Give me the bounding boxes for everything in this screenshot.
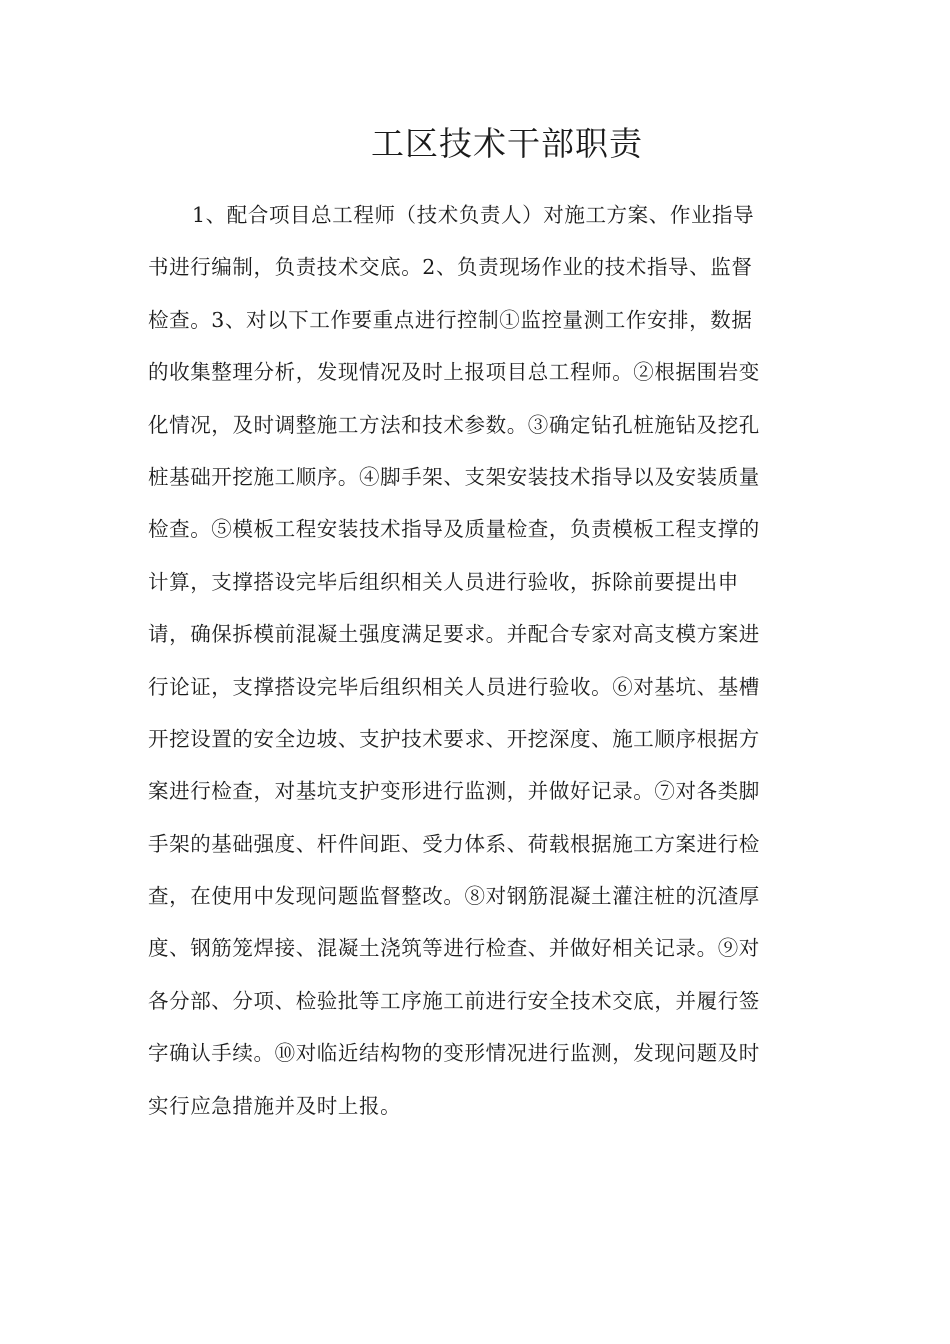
document-body bbox=[148, 189, 808, 1132]
body-line: 字确认手续。⑩对临近结构物的变形情况进行监测，发现问题及时 bbox=[148, 1041, 760, 1066]
body-line: 行论证，支撑搭设完毕后组织相关人员进行验收。⑥对基坑、基槽 bbox=[148, 674, 760, 699]
document-title: 工区技术干部职责 bbox=[371, 124, 643, 163]
body-line: 1、配合项目总工程师（技术负责人）对施工方案、作业指导 bbox=[192, 203, 755, 227]
body-line: 查，在使用中发现问题监督整改。⑧对钢筋混凝土灌注桩的沉渣厚 bbox=[148, 884, 760, 909]
body-line: 桩基础开挖施工顺序。④脚手架、支架安装技术指导以及安装质量 bbox=[148, 464, 760, 489]
body-line: 实行应急措施并及时上报。 bbox=[148, 1093, 402, 1118]
body-line: 的收集整理分析，发现情况及时上报项目总工程师。②根据围岩变 bbox=[148, 360, 760, 385]
body-line: 检查。⑤模板工程安装技术指导及质量检查，负责模板工程支撑的 bbox=[148, 517, 760, 542]
body-line: 案进行检查，对基坑支护变形进行监测，并做好记录。⑦对各类脚 bbox=[148, 779, 760, 804]
body-line: 各分部、分项、检验批等工序施工前进行安全技术交底，并履行签 bbox=[148, 988, 760, 1013]
body-line: 检查。3、对以下工作要重点进行控制①监控量测工作安排，数据 bbox=[148, 307, 753, 332]
body-line: 开挖设置的安全边坡、支护技术要求、开挖深度、施工顺序根据方 bbox=[148, 726, 760, 751]
body-line: 计算，支撑搭设完毕后组织相关人员进行验收，拆除前要提出申 bbox=[148, 569, 739, 594]
body-line: 度、钢筋笼焊接、混凝土浇筑等进行检查、并做好相关记录。⑨对 bbox=[148, 936, 760, 961]
body-line: 请，确保拆模前混凝土强度满足要求。并配合专家对高支模方案进 bbox=[148, 622, 760, 647]
body-line: 书进行编制，负责技术交底。2、负责现场作业的技术指导、监督 bbox=[148, 255, 753, 280]
body-line: 化情况，及时调整施工方法和技术参数。③确定钻孔桩施钻及挖孔 bbox=[148, 412, 760, 437]
body-line: 手架的基础强度、杆件间距、受力体系、荷载根据施工方案进行检 bbox=[148, 831, 760, 856]
